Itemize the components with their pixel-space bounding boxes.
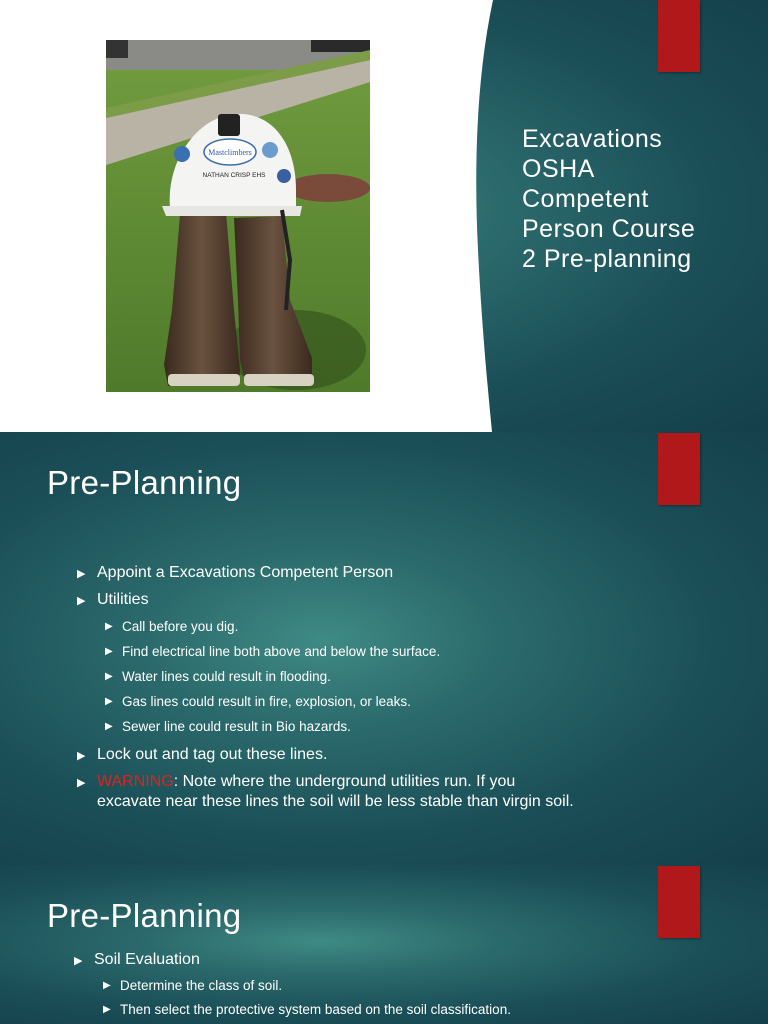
bullet-arrow-icon: ▶: [105, 671, 113, 682]
title-line: Person Course: [522, 215, 696, 243]
bullet-arrow-icon: ▶: [105, 621, 113, 632]
bullet-arrow-icon: ▶: [103, 980, 111, 991]
title-line: 2 Pre-planning: [522, 245, 692, 273]
svg-text:NATHAN CRISP EHS: NATHAN CRISP EHS: [202, 172, 266, 179]
warning-bullet-item: [77, 773, 515, 791]
bullet-item: ▶ Appoint a Excavations Competent Person: [77, 564, 394, 581]
accent-tab: [658, 0, 700, 72]
bullet-arrow-icon: ▶: [103, 1004, 111, 1015]
title-slide: [0, 0, 768, 432]
sub-bullet-item: ▶ Then select the protective system based on the soil classification.: [103, 1002, 511, 1017]
title-line: Excavations: [522, 125, 663, 153]
bullet-arrow-icon: ▶: [105, 696, 113, 707]
hardhat-boots-photo: [106, 40, 370, 392]
bullet-item: ▶ Lock out and tag out these lines.: [77, 746, 328, 763]
sub-bullet-item: ▶ Determine the class of soil.: [103, 978, 283, 993]
title-line: Competent: [522, 185, 649, 213]
pre-planning-slide-2: [0, 865, 768, 1024]
sub-bullet-item: ▶ Water lines could result in flooding.: [105, 669, 331, 684]
title-line: OSHA: [522, 155, 595, 183]
bullet-arrow-icon: ▶: [77, 750, 86, 762]
sub-bullet-item: ▶ Sewer line could result in Bio hazards.: [105, 719, 351, 734]
accent-tab: [658, 866, 700, 938]
svg-text:Mastclimbers: Mastclimbers: [208, 148, 252, 157]
slide-heading: Pre-Planning: [47, 464, 242, 501]
slide-heading: Pre-Planning: [47, 897, 242, 934]
bullet-item: ▶ Utilities: [77, 591, 149, 608]
bullet-arrow-icon: ▶: [77, 568, 86, 580]
pre-planning-slide-1: [0, 432, 768, 865]
slide-title: [522, 124, 762, 274]
warning-text: : Note where the underground utilities run. If you: [173, 773, 516, 790]
bullet-arrow-icon: ▶: [77, 777, 86, 789]
bullet-arrow-icon: ▶: [77, 595, 86, 607]
sub-bullet-item: ▶ Call before you dig.: [105, 619, 239, 634]
bullet-item: ▶ Soil Evaluation: [74, 951, 200, 968]
sub-bullet-item: ▶ Find electrical line both above and below the surface.: [105, 644, 441, 659]
accent-tab: [658, 433, 700, 505]
bullet-arrow-icon: ▶: [105, 721, 113, 732]
bullet-arrow-icon: ▶: [74, 955, 83, 967]
warning-continuation: excavate near these lines the soil will be less stable than virgin soil.: [97, 793, 574, 810]
warning-label: WARNING: [97, 773, 174, 790]
bullet-arrow-icon: ▶: [105, 646, 113, 657]
sub-bullet-item: ▶ Gas lines could result in fire, explosion, or leaks.: [105, 694, 411, 709]
